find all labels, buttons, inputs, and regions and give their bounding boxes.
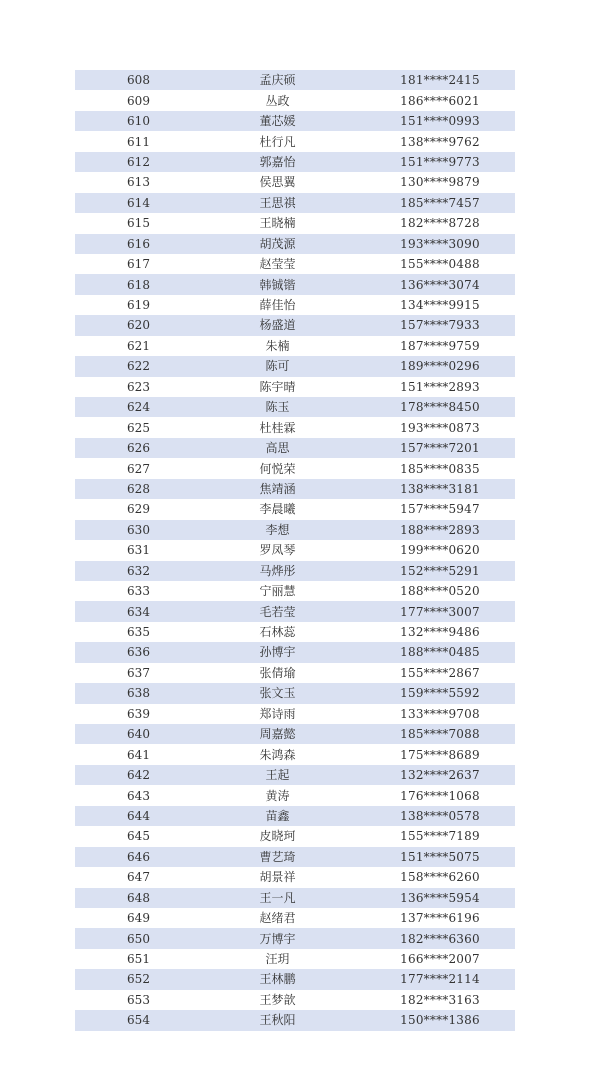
- phone-cell: 186****6021: [400, 93, 480, 108]
- row-number-cell: 646: [127, 849, 150, 864]
- name-cell: 赵莹莹: [259, 257, 296, 272]
- phone-cell: 188****2893: [400, 522, 480, 537]
- phone-cell: 155****7189: [400, 829, 480, 844]
- row-number-cell: 641: [127, 747, 150, 762]
- phone-cell: 136****3074: [400, 277, 480, 292]
- row-number-cell: 623: [127, 379, 150, 394]
- name-cell: 丛政: [265, 93, 290, 108]
- table-row: [75, 438, 515, 458]
- name-cell: 马烨彤: [259, 563, 296, 578]
- roster-sheet: [75, 70, 515, 1031]
- table-row: [75, 172, 515, 192]
- phone-cell: 185****0835: [400, 461, 480, 476]
- phone-cell: 193****0873: [400, 420, 480, 435]
- phone-cell: 181****2415: [400, 73, 480, 88]
- phone-cell: 150****1386: [400, 1013, 480, 1028]
- phone-cell: 151****0993: [400, 114, 480, 129]
- phone-cell: 182****8728: [400, 216, 480, 231]
- row-number-cell: 612: [127, 154, 150, 169]
- name-cell: 郑诗雨: [259, 706, 296, 721]
- phone-cell: 159****5592: [400, 686, 480, 701]
- name-cell: 皮晓珂: [259, 829, 296, 844]
- table-row: [75, 336, 515, 356]
- table-row: [75, 642, 515, 662]
- table-row: [75, 765, 515, 785]
- name-cell: 朱鸿森: [259, 747, 296, 762]
- phone-cell: 132****2637: [400, 768, 480, 783]
- row-number-cell: 628: [127, 481, 150, 496]
- name-cell: 王思祺: [259, 195, 296, 210]
- table-row: [75, 193, 515, 213]
- row-number-cell: 640: [127, 727, 150, 742]
- row-number-cell: 649: [127, 911, 150, 926]
- table-row: [75, 724, 515, 744]
- row-number-cell: 654: [127, 1013, 150, 1028]
- phone-cell: 182****6360: [400, 931, 480, 946]
- name-cell: 万博宇: [259, 931, 296, 946]
- phone-cell: 175****8689: [400, 747, 480, 762]
- name-cell: 王秋阳: [259, 1013, 296, 1028]
- phone-cell: 130****9879: [400, 175, 480, 190]
- table-row: [75, 826, 515, 846]
- name-cell: 苗鑫: [265, 808, 290, 823]
- row-number-cell: 639: [127, 706, 150, 721]
- name-cell: 王梦歆: [259, 992, 296, 1007]
- name-cell: 罗凤琴: [259, 543, 296, 558]
- name-cell: 李想: [265, 522, 290, 537]
- name-cell: 周嘉懿: [259, 727, 296, 742]
- phone-cell: 189****0296: [400, 359, 480, 374]
- table-row: [75, 867, 515, 887]
- phone-cell: 177****3007: [400, 604, 480, 619]
- row-number-cell: 630: [127, 522, 150, 537]
- table-row: [75, 908, 515, 928]
- table-row: [75, 540, 515, 560]
- phone-cell: 137****6196: [400, 911, 480, 926]
- table-row: [75, 152, 515, 172]
- row-number-cell: 627: [127, 461, 150, 476]
- phone-cell: 188****0520: [400, 584, 480, 599]
- table-row: [75, 111, 515, 131]
- table-row: [75, 70, 515, 90]
- name-cell: 宁丽慧: [259, 584, 296, 599]
- name-cell: 杜行凡: [259, 134, 296, 149]
- phone-cell: 138****3181: [400, 481, 480, 496]
- row-number-cell: 635: [127, 625, 150, 640]
- table-row: [75, 417, 515, 437]
- row-number-cell: 638: [127, 686, 150, 701]
- name-cell: 王一凡: [259, 890, 296, 905]
- table-row: [75, 744, 515, 764]
- name-cell: 薛佳怡: [259, 298, 296, 313]
- phone-cell: 155****0488: [400, 257, 480, 272]
- table-row: [75, 949, 515, 969]
- phone-cell: 155****2867: [400, 665, 480, 680]
- name-cell: 董芯媛: [259, 114, 296, 129]
- table-row: [75, 397, 515, 417]
- phone-cell: 177****2114: [400, 972, 480, 987]
- row-number-cell: 626: [127, 441, 150, 456]
- row-number-cell: 621: [127, 338, 150, 353]
- phone-cell: 138****9762: [400, 134, 480, 149]
- name-cell: 高思: [265, 441, 290, 456]
- row-number-cell: 610: [127, 114, 150, 129]
- table-row: [75, 928, 515, 948]
- name-cell: 侯思翼: [259, 175, 296, 190]
- name-cell: 何悦荣: [259, 461, 296, 476]
- name-cell: 陈玉: [265, 400, 290, 415]
- table-row: [75, 704, 515, 724]
- row-number-cell: 634: [127, 604, 150, 619]
- row-number-cell: 652: [127, 972, 150, 987]
- table-row: [75, 806, 515, 826]
- table-row: [75, 234, 515, 254]
- table-row: [75, 663, 515, 683]
- row-number-cell: 648: [127, 890, 150, 905]
- table-row: [75, 254, 515, 274]
- phone-cell: 157****7933: [400, 318, 480, 333]
- row-number-cell: 608: [127, 73, 150, 88]
- phone-cell: 176****1068: [400, 788, 480, 803]
- phone-cell: 187****9759: [400, 338, 480, 353]
- table-row: [75, 213, 515, 233]
- table-row: [75, 90, 515, 110]
- name-cell: 张倩瑜: [259, 665, 296, 680]
- name-cell: 孟庆硕: [259, 73, 296, 88]
- phone-cell: 151****5075: [400, 849, 480, 864]
- phone-cell: 157****5947: [400, 502, 480, 517]
- phone-cell: 188****0485: [400, 645, 480, 660]
- row-number-cell: 647: [127, 870, 150, 885]
- name-cell: 李晨曦: [259, 502, 296, 517]
- row-number-cell: 611: [127, 134, 150, 149]
- phone-cell: 193****3090: [400, 236, 480, 251]
- table-row: [75, 785, 515, 805]
- phone-cell: 185****7088: [400, 727, 480, 742]
- table-row: [75, 847, 515, 867]
- name-cell: 朱楠: [265, 338, 290, 353]
- row-number-cell: 645: [127, 829, 150, 844]
- row-number-cell: 629: [127, 502, 150, 517]
- phone-cell: 136****5954: [400, 890, 480, 905]
- row-number-cell: 632: [127, 563, 150, 578]
- name-cell: 赵绪君: [259, 911, 296, 926]
- row-number-cell: 650: [127, 931, 150, 946]
- row-number-cell: 636: [127, 645, 150, 660]
- row-number-cell: 614: [127, 195, 150, 210]
- row-number-cell: 653: [127, 992, 150, 1007]
- name-cell: 王起: [265, 768, 290, 783]
- table-row: [75, 581, 515, 601]
- name-cell: 王晓楠: [259, 216, 296, 231]
- phone-cell: 199****0620: [400, 543, 480, 558]
- name-cell: 焦靖涵: [259, 481, 296, 496]
- name-cell: 陈可: [265, 359, 290, 374]
- phone-cell: 185****7457: [400, 195, 480, 210]
- row-number-cell: 615: [127, 216, 150, 231]
- phone-cell: 178****8450: [400, 400, 480, 415]
- row-number-cell: 613: [127, 175, 150, 190]
- name-cell: 王林鹏: [259, 972, 296, 987]
- table-row: [75, 479, 515, 499]
- table-row: [75, 683, 515, 703]
- table-row: [75, 561, 515, 581]
- table-row: [75, 274, 515, 294]
- row-number-cell: 618: [127, 277, 150, 292]
- row-number-cell: 644: [127, 808, 150, 823]
- table-row: [75, 499, 515, 519]
- row-number-cell: 642: [127, 768, 150, 783]
- name-cell: 曹艺琦: [259, 849, 296, 864]
- name-cell: 毛若莹: [259, 604, 296, 619]
- table-row: [75, 458, 515, 478]
- phone-cell: 134****9915: [400, 298, 480, 313]
- phone-cell: 132****9486: [400, 625, 480, 640]
- table-row: [75, 315, 515, 335]
- name-cell: 汪玥: [265, 952, 290, 967]
- name-cell: 张文玉: [259, 686, 296, 701]
- name-cell: 石林蕊: [259, 625, 296, 640]
- table-row: [75, 969, 515, 989]
- row-number-cell: 633: [127, 584, 150, 599]
- name-cell: 陈宇晴: [259, 379, 296, 394]
- row-number-cell: 631: [127, 543, 150, 558]
- roster-table: [75, 70, 515, 1031]
- row-number-cell: 617: [127, 257, 150, 272]
- name-cell: 孙博宇: [259, 645, 296, 660]
- row-number-cell: 622: [127, 359, 150, 374]
- table-row: [75, 601, 515, 621]
- row-number-cell: 624: [127, 400, 150, 415]
- phone-cell: 182****3163: [400, 992, 480, 1007]
- phone-cell: 158****6260: [400, 870, 480, 885]
- phone-cell: 166****2007: [400, 952, 480, 967]
- row-number-cell: 616: [127, 236, 150, 251]
- name-cell: 杜桂霖: [259, 420, 296, 435]
- table-row: [75, 1010, 515, 1030]
- row-number-cell: 609: [127, 93, 150, 108]
- row-number-cell: 625: [127, 420, 150, 435]
- name-cell: 胡景祥: [259, 870, 296, 885]
- name-cell: 杨盛道: [259, 318, 296, 333]
- roster-body: [75, 70, 515, 1031]
- name-cell: 黄涛: [265, 788, 290, 803]
- table-row: [75, 520, 515, 540]
- row-number-cell: 637: [127, 665, 150, 680]
- table-row: [75, 990, 515, 1010]
- phone-cell: 157****7201: [400, 441, 480, 456]
- phone-cell: 133****9708: [400, 706, 480, 721]
- phone-cell: 151****9773: [400, 154, 480, 169]
- table-row: [75, 356, 515, 376]
- table-row: [75, 888, 515, 908]
- phone-cell: 151****2893: [400, 379, 480, 394]
- row-number-cell: 620: [127, 318, 150, 333]
- table-row: [75, 377, 515, 397]
- row-number-cell: 651: [127, 952, 150, 967]
- phone-cell: 138****0578: [400, 808, 480, 823]
- row-number-cell: 643: [127, 788, 150, 803]
- table-row: [75, 131, 515, 151]
- phone-cell: 152****5291: [400, 563, 480, 578]
- table-row: [75, 622, 515, 642]
- name-cell: 郭嘉怡: [259, 154, 296, 169]
- table-row: [75, 295, 515, 315]
- name-cell: 胡茂源: [259, 236, 296, 251]
- row-number-cell: 619: [127, 298, 150, 313]
- name-cell: 韩铖锴: [259, 277, 296, 292]
